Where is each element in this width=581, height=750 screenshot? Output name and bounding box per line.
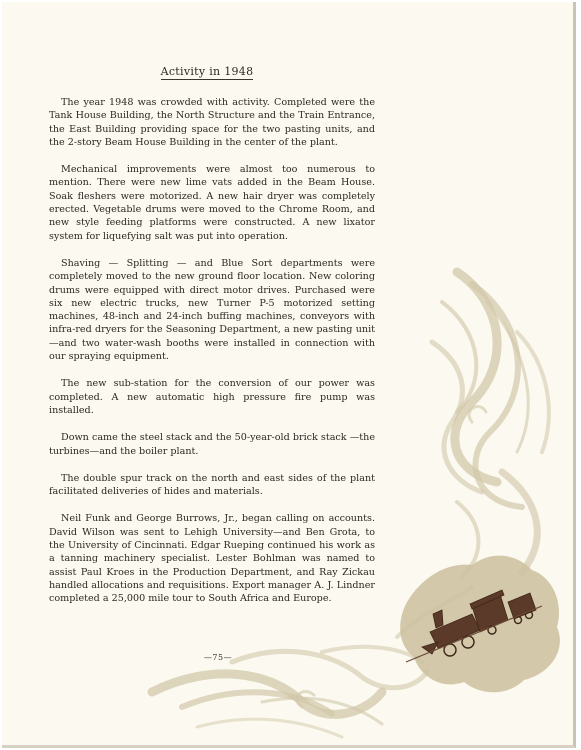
paragraph: The double spur track on the north and east sides of the plant facilitated deliveries of hides and materials. bbox=[49, 472, 375, 498]
paragraph: Down came the steel stack and the 50-year-old brick stack —the turbines—and the boiler plant. bbox=[49, 432, 375, 457]
document-page bbox=[2, 2, 576, 748]
paragraph: The year 1948 was crowded with activity. Completed were the Tank House Building, the North Structure and the Train Entrance, the East Building providing space for the two pasting units, and the 2-story Beam House Building in the center of the plant. bbox=[49, 97, 375, 148]
body-text bbox=[49, 96, 375, 620]
page-number: —75— bbox=[203, 653, 233, 662]
paragraph: Neil Funk and George Burrows, Jr., began calling on accounts. David Wilson was sent to Lehigh University—and Ben Grota, to the University of Cincinnati. Edgar Rueping continued his work as a tanning machinery specialist. Lester Bohlman was named to assist Paul Kroes in the Production Department, and Ray Zickau handled allocations and requisitions. Export manager A. J. Lindner completed a 25,000 mile tour to South Africa and Europe. bbox=[49, 513, 375, 605]
heading-text: Activity in 1948 bbox=[160, 65, 254, 78]
page-title bbox=[2, 65, 412, 78]
paragraph: The new sub-station for the conversion of our power was completed. A new automatic high pressure fire pump was installed. bbox=[49, 378, 375, 416]
paragraph: Shaving — Splitting — and Blue Sort departments were completely moved to the new ground floor location. New coloring drums were equipped with direct motor drives. Purchased were six new electric trucks, new Turner P-5 motorized setting machines, 48-inch and 24-inch buffing machines, conveyors with infra-red dryers for the Seasoning Department, a new pasting unit—and two water-wash booths were installed in connection with our spraying equipment. bbox=[49, 257, 375, 363]
paragraph: Mechanical improvements were almost too numerous to mention. There were new lime vats added in the Beam House. Soak fleshers were motorized. A new hair dryer was completely erected. Vegetable drums were moved to the Chrome Room, and new style feeding platforms were constructed. A new lixator system for liquefying salt was put into operation. bbox=[49, 164, 375, 242]
